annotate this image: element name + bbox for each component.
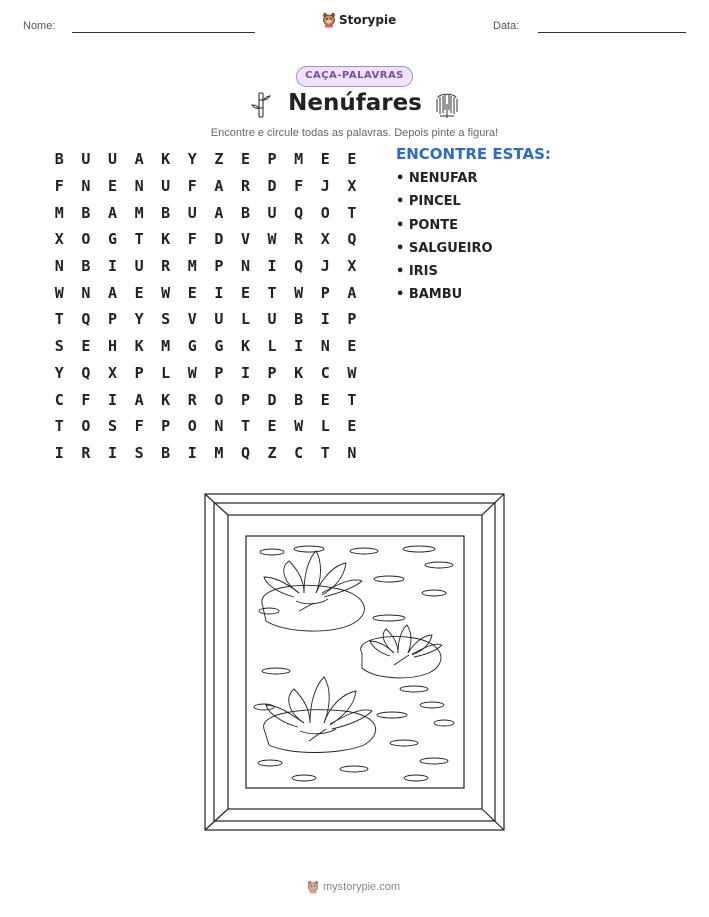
grid-letter[interactable]: L — [267, 337, 277, 356]
grid-letter[interactable]: T — [134, 230, 144, 249]
grid-letter[interactable]: K — [134, 337, 144, 356]
grid-letter[interactable]: Y — [187, 150, 197, 169]
word-list-item: • BAMBU — [396, 287, 463, 303]
grid-row — [46, 440, 365, 467]
grid-letter[interactable]: H — [107, 337, 117, 356]
grid-row — [46, 386, 365, 413]
date-label: Data: — [493, 20, 520, 32]
grid-letter[interactable]: W — [161, 283, 171, 302]
grid-letter[interactable]: X — [347, 177, 357, 196]
grid-letter[interactable]: T — [347, 203, 357, 222]
name-label: Nome: — [23, 20, 56, 32]
grid-letter[interactable]: K — [161, 390, 171, 409]
grid-row — [46, 199, 365, 226]
grid-letter[interactable]: Y — [134, 310, 144, 329]
grid-letter[interactable]: C — [320, 363, 330, 382]
grid-letter[interactable]: B — [81, 203, 91, 222]
grid-letter[interactable]: B — [54, 150, 64, 169]
storypie-mascot-icon — [322, 12, 336, 28]
grid-letter[interactable]: O — [81, 230, 91, 249]
grid-letter[interactable]: G — [187, 337, 197, 356]
grid-letter[interactable]: U — [267, 203, 277, 222]
grid-letter[interactable]: J — [320, 257, 330, 276]
grid-letter[interactable]: R — [294, 230, 304, 249]
footer — [307, 880, 400, 894]
footer-url: mystorypie.com — [323, 881, 401, 893]
word-list-item: • SALGUEIRO — [396, 240, 493, 256]
grid-letter[interactable]: S — [107, 417, 117, 436]
brand-name: Storypie — [339, 13, 397, 27]
grid-letter[interactable]: K — [240, 337, 250, 356]
grid-row — [46, 413, 365, 440]
grid-letter[interactable]: M — [187, 257, 197, 276]
grid-letter[interactable]: W — [347, 363, 357, 382]
page-title: Nenúfares — [288, 90, 422, 116]
grid-letter[interactable]: I — [240, 363, 250, 382]
grid-letter[interactable]: J — [320, 177, 330, 196]
word-list-item: • IRIS — [396, 264, 438, 280]
storypie-mascot-icon — [307, 880, 319, 894]
grid-letter[interactable]: K — [161, 150, 171, 169]
grid-letter[interactable]: T — [267, 283, 277, 302]
grid-letter[interactable]: K — [161, 230, 171, 249]
grid-letter[interactable]: E — [347, 417, 357, 436]
grid-letter[interactable]: G — [107, 230, 117, 249]
word-list-title: ENCONTRE ESTAS: — [396, 145, 551, 163]
grid-letter[interactable]: W — [294, 417, 304, 436]
grid-letter[interactable]: L — [320, 417, 330, 436]
grid-letter[interactable]: C — [294, 443, 304, 462]
grid-letter[interactable]: B — [161, 203, 171, 222]
grid-letter[interactable]: Q — [294, 257, 304, 276]
grid-letter[interactable]: V — [240, 230, 250, 249]
canvas — [246, 536, 464, 788]
grid-letter[interactable]: N — [54, 257, 64, 276]
grid-letter[interactable]: A — [134, 150, 144, 169]
grid-letter[interactable]: P — [134, 363, 144, 382]
grid-letter[interactable]: E — [107, 177, 117, 196]
grid-letter[interactable]: K — [294, 363, 304, 382]
grid-letter[interactable]: E — [240, 283, 250, 302]
grid-letter[interactable]: A — [214, 203, 224, 222]
grid-letter[interactable]: U — [187, 203, 197, 222]
grid-letter[interactable]: P — [267, 150, 277, 169]
grid-letter[interactable]: E — [347, 337, 357, 356]
grid-letter[interactable]: N — [81, 177, 91, 196]
grid-letter[interactable]: Y — [54, 363, 64, 382]
grid-letter[interactable]: N — [320, 337, 330, 356]
grid-letter[interactable]: W — [54, 283, 64, 302]
grid-letter[interactable]: A — [107, 283, 117, 302]
grid-letter[interactable]: I — [294, 337, 304, 356]
date-line — [538, 32, 686, 33]
grid-letter[interactable]: B — [294, 390, 304, 409]
grid-letter[interactable]: P — [214, 363, 224, 382]
grid-letter[interactable]: P — [347, 310, 357, 329]
grid-letter[interactable]: I — [214, 283, 224, 302]
grid-letter[interactable]: I — [320, 310, 330, 329]
grid-letter[interactable]: N — [347, 443, 357, 462]
grid-letter[interactable]: F — [134, 417, 144, 436]
grid-letter[interactable]: D — [214, 230, 224, 249]
grid-letter[interactable]: V — [187, 310, 197, 329]
grid-letter[interactable]: X — [107, 363, 117, 382]
name-line — [72, 32, 255, 33]
grid-letter[interactable]: P — [320, 283, 330, 302]
grid-letter[interactable]: U — [134, 257, 144, 276]
grid-letter[interactable]: Z — [214, 150, 224, 169]
grid-letter[interactable]: T — [54, 310, 64, 329]
grid-letter[interactable]: E — [347, 150, 357, 169]
grid-letter[interactable]: A — [134, 390, 144, 409]
grid-letter[interactable]: O — [320, 203, 330, 222]
grid-letter[interactable]: F — [54, 177, 64, 196]
grid-letter[interactable]: O — [81, 417, 91, 436]
grid-letter[interactable]: Q — [347, 230, 357, 249]
grid-letter[interactable]: I — [187, 443, 197, 462]
grid-row — [46, 306, 365, 333]
grid-row — [46, 173, 365, 200]
grid-letter[interactable]: S — [54, 337, 64, 356]
grid-letter[interactable]: Q — [240, 443, 250, 462]
grid-letter[interactable]: A — [107, 203, 117, 222]
grid-letter[interactable]: G — [214, 337, 224, 356]
grid-letter[interactable]: F — [187, 230, 197, 249]
grid-letter[interactable]: X — [54, 230, 64, 249]
grid-letter[interactable]: F — [187, 177, 197, 196]
grid-letter[interactable]: U — [161, 177, 171, 196]
grid-letter[interactable]: E — [320, 390, 330, 409]
grid-letter[interactable]: O — [187, 417, 197, 436]
grid-letter[interactable]: I — [54, 443, 64, 462]
grid-letter[interactable]: W — [187, 363, 197, 382]
grid-letter[interactable]: E — [81, 337, 91, 356]
grid-row — [46, 226, 365, 253]
word-list-item: • PONTE — [396, 217, 459, 233]
grid-letter[interactable]: Q — [294, 203, 304, 222]
grid-letter[interactable]: I — [107, 390, 117, 409]
grid-letter[interactable]: B — [294, 310, 304, 329]
brand-logo — [322, 12, 396, 28]
grid-letter[interactable]: U — [81, 150, 91, 169]
grid-letter[interactable]: I — [107, 257, 117, 276]
grid-letter[interactable]: N — [214, 417, 224, 436]
grid-letter[interactable]: O — [214, 390, 224, 409]
grid-letter[interactable]: P — [161, 417, 171, 436]
grid-letter[interactable]: T — [347, 390, 357, 409]
grid-letter[interactable]: C — [54, 390, 64, 409]
grid-letter[interactable]: F — [81, 390, 91, 409]
grid-letter[interactable]: P — [240, 390, 250, 409]
grid-letter[interactable]: F — [294, 177, 304, 196]
grid-letter[interactable]: U — [107, 150, 117, 169]
word-list-item: • PINCEL — [396, 194, 461, 210]
word-search-grid — [46, 146, 365, 466]
grid-letter[interactable]: S — [134, 443, 144, 462]
grid-letter[interactable]: L — [240, 310, 250, 329]
grid-letter[interactable]: M — [161, 337, 171, 356]
grid-letter[interactable]: P — [107, 310, 117, 329]
grid-letter[interactable]: T — [320, 443, 330, 462]
grid-letter[interactable]: Q — [81, 310, 91, 329]
grid-letter[interactable]: Q — [81, 363, 91, 382]
word-list — [396, 171, 493, 311]
grid-letter[interactable]: E — [187, 283, 197, 302]
grid-letter[interactable]: X — [320, 230, 330, 249]
grid-letter[interactable]: X — [347, 257, 357, 276]
grid-letter[interactable]: R — [187, 390, 197, 409]
grid-letter[interactable]: R — [161, 257, 171, 276]
grid-letter[interactable]: E — [240, 150, 250, 169]
water-lily-picture — [204, 493, 506, 833]
grid-letter[interactable]: M — [214, 443, 224, 462]
grid-row — [46, 333, 365, 360]
word-list-item: • NENUFAR — [396, 171, 478, 186]
grid-letter[interactable]: I — [107, 443, 117, 462]
grid-letter[interactable]: D — [267, 390, 277, 409]
grid-letter[interactable]: E — [134, 283, 144, 302]
grid-letter[interactable]: N — [134, 177, 144, 196]
grid-letter[interactable]: E — [267, 417, 277, 436]
category-badge: CAÇA-PALAVRAS — [296, 66, 413, 87]
grid-letter[interactable]: R — [240, 177, 250, 196]
grid-row — [46, 360, 365, 387]
grid-letter[interactable]: T — [240, 417, 250, 436]
instructions-text: Encontre e circule todas as palavras. Depois pinte a figura! — [210, 127, 499, 139]
frame-outer — [205, 494, 504, 830]
grid-row — [46, 279, 365, 306]
grid-letter[interactable]: M — [294, 150, 304, 169]
grid-letter[interactable]: A — [214, 177, 224, 196]
grid-letter[interactable]: W — [294, 283, 304, 302]
grid-letter[interactable]: L — [161, 363, 171, 382]
grid-letter[interactable]: U — [214, 310, 224, 329]
willow-tree-icon — [432, 90, 462, 120]
grid-letter[interactable]: W — [267, 230, 277, 249]
grid-letter[interactable]: E — [320, 150, 330, 169]
grid-row — [46, 253, 365, 280]
grid-letter[interactable]: I — [267, 257, 277, 276]
grid-letter[interactable]: R — [81, 443, 91, 462]
grid-letter[interactable]: M — [134, 203, 144, 222]
grid-letter[interactable]: M — [54, 203, 64, 222]
grid-letter[interactable]: S — [161, 310, 171, 329]
grid-row — [46, 146, 365, 173]
grid-letter[interactable]: Z — [267, 443, 277, 462]
grid-letter[interactable]: A — [347, 283, 357, 302]
grid-letter[interactable]: B — [240, 203, 250, 222]
grid-letter[interactable]: D — [267, 177, 277, 196]
grid-letter[interactable]: N — [240, 257, 250, 276]
grid-letter[interactable]: U — [267, 310, 277, 329]
grid-letter[interactable]: P — [267, 363, 277, 382]
grid-letter[interactable]: P — [214, 257, 224, 276]
grid-letter[interactable]: B — [161, 443, 171, 462]
grid-letter[interactable]: T — [54, 417, 64, 436]
grid-letter[interactable]: N — [81, 283, 91, 302]
grid-letter[interactable]: B — [81, 257, 91, 276]
